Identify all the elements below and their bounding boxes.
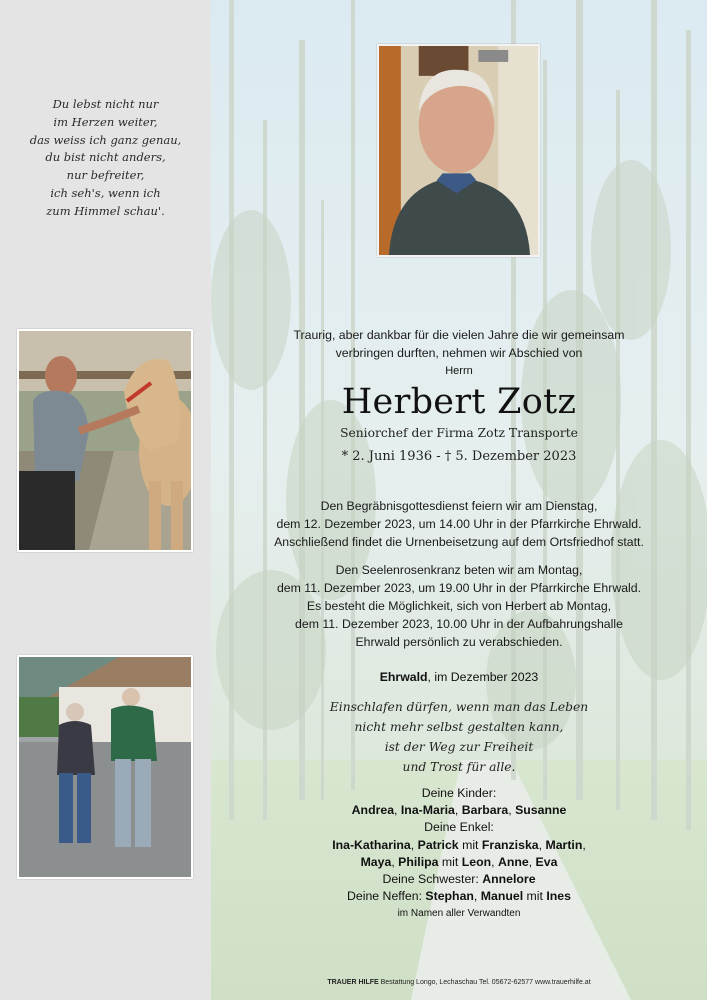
place-date-text: , im Dezember 2023 (427, 670, 539, 684)
nephews-label: Deine Neffen: (347, 889, 426, 904)
with-word: mit (438, 854, 462, 869)
sidebar-poem (0, 96, 211, 221)
rosary-line: Den Seelenrosenkranz beten wir am Montag, (335, 563, 583, 577)
intro-text (211, 326, 707, 362)
grandchild-name: Ina-Katharina (332, 837, 411, 852)
grandchildren-names: Maya, Philipa mit Leon, Anne, Eva (360, 854, 558, 869)
footer-brand: TRAUER HILFE (327, 979, 379, 986)
with-word: mit (458, 837, 482, 852)
intro-line: verbringen durften, nehmen wir Abschied von (335, 346, 583, 360)
poem-line: zum Himmel schau'. (46, 203, 165, 218)
farewell-line: dem 11. Dezember 2023, 10.00 Uhr in der Aufbahrungshalle (295, 617, 623, 632)
couple-walking-image (19, 657, 191, 877)
poem-line: nur befreiter, (66, 168, 145, 183)
salutation: Herrn (445, 365, 473, 377)
couple-walking-photo (17, 655, 193, 879)
relatives-line: im Namen aller Verwandten (397, 908, 521, 920)
grandchildren-names: Ina-Katharina, Patrick mit Franziska, Martin, (332, 837, 586, 852)
deceased-name: Herbert Zotz (341, 382, 577, 422)
footer-text: Bestattung Longo, Lechaschau Tel. 05672-62577 www.trauerhilfe.at (378, 979, 591, 986)
service-line: dem 12. Dezember 2023, um 14.00 Uhr in der Pfarrkirche Ehrwald. (276, 517, 642, 532)
sister-name: Annelore (482, 872, 536, 887)
funeral-service-info (211, 497, 707, 552)
place-date (211, 668, 707, 686)
service-line: Den Begräbnisgottesdienst feiern wir am Dienstag, (320, 499, 598, 513)
partner-name: Franziska (481, 837, 539, 852)
grandchild-name: Maya (360, 854, 392, 869)
partner-name: Leon (461, 854, 492, 869)
closing-poem (211, 697, 707, 777)
farewell-line: Ehrwald persönlich zu verabschieden. (355, 635, 563, 650)
grandchild-name: Martin (545, 837, 583, 852)
with-word: mit (523, 889, 547, 904)
closing-poem-line: und Trost für alle. (402, 760, 516, 774)
poem-line: ich seh's, wenn ich (50, 185, 161, 200)
grandchild-name: Philipa (398, 854, 439, 869)
partner-name: Ines (546, 889, 571, 904)
man-with-horse-photo (17, 329, 193, 552)
portrait-photo (377, 44, 540, 257)
intro-line: Traurig, aber dankbar für die vielen Jahre die wir gemeinsam (293, 328, 625, 342)
rosary-info (211, 561, 707, 597)
poem-line: Du lebst nicht nur (52, 97, 159, 111)
service-line: Anschließend findet die Urnenbeisetzung auf dem Ortsfriedhof statt. (274, 535, 644, 550)
nephews-line: Deine Neffen: Stephan, Manuel mit Ines (347, 889, 571, 904)
place-town: Ehrwald (379, 670, 428, 684)
children-names: Andrea, Ina-Maria, Barbara, Susanne (351, 803, 567, 818)
poem-line: du bist nicht anders, (45, 150, 166, 165)
farewell-info (211, 597, 707, 652)
rosary-line: dem 11. Dezember 2023, um 19.00 Uhr in der Pfarrkirche Ehrwald. (276, 581, 642, 596)
closing-poem-line: Einschlafen dürfen, wenn man das Leben (329, 700, 589, 714)
closing-poem-line: nicht mehr selbst gestalten kann, (354, 720, 564, 734)
grandchild-name: Eva (535, 854, 558, 869)
closing-poem-line: ist der Weg zur Freiheit (384, 740, 534, 754)
sister-label: Deine Schwester: (382, 872, 483, 887)
man-with-horse-image (19, 331, 191, 550)
life-dates: * 2. Juni 1936 - † 5. Dezember 2023 (341, 449, 577, 464)
nephew-name: Stephan (425, 889, 474, 904)
grandchild-name: Anne (497, 854, 529, 869)
nephew-name: Manuel (480, 889, 524, 904)
footer (211, 978, 707, 988)
sister-line (211, 871, 707, 888)
portrait-image (379, 46, 538, 255)
children-label: Deine Kinder: (421, 786, 497, 800)
poem-line: im Herzen weiter, (53, 114, 158, 129)
farewell-line: Es besteht die Möglichkeit, sich von Herbert ab Montag, (306, 599, 612, 613)
grandchild-name: Patrick (417, 837, 459, 852)
mourners-list (211, 785, 707, 923)
child-name: Andrea (351, 803, 395, 818)
deceased-role: Seniorchef der Firma Zotz Transporte (340, 426, 578, 440)
child-name: Susanne (515, 803, 567, 818)
poem-line: das weiss ich ganz genau, (29, 132, 182, 147)
child-name: Barbara (461, 803, 509, 818)
child-name: Ina-Maria (400, 803, 455, 818)
grandchildren-label: Deine Enkel: (424, 820, 494, 835)
